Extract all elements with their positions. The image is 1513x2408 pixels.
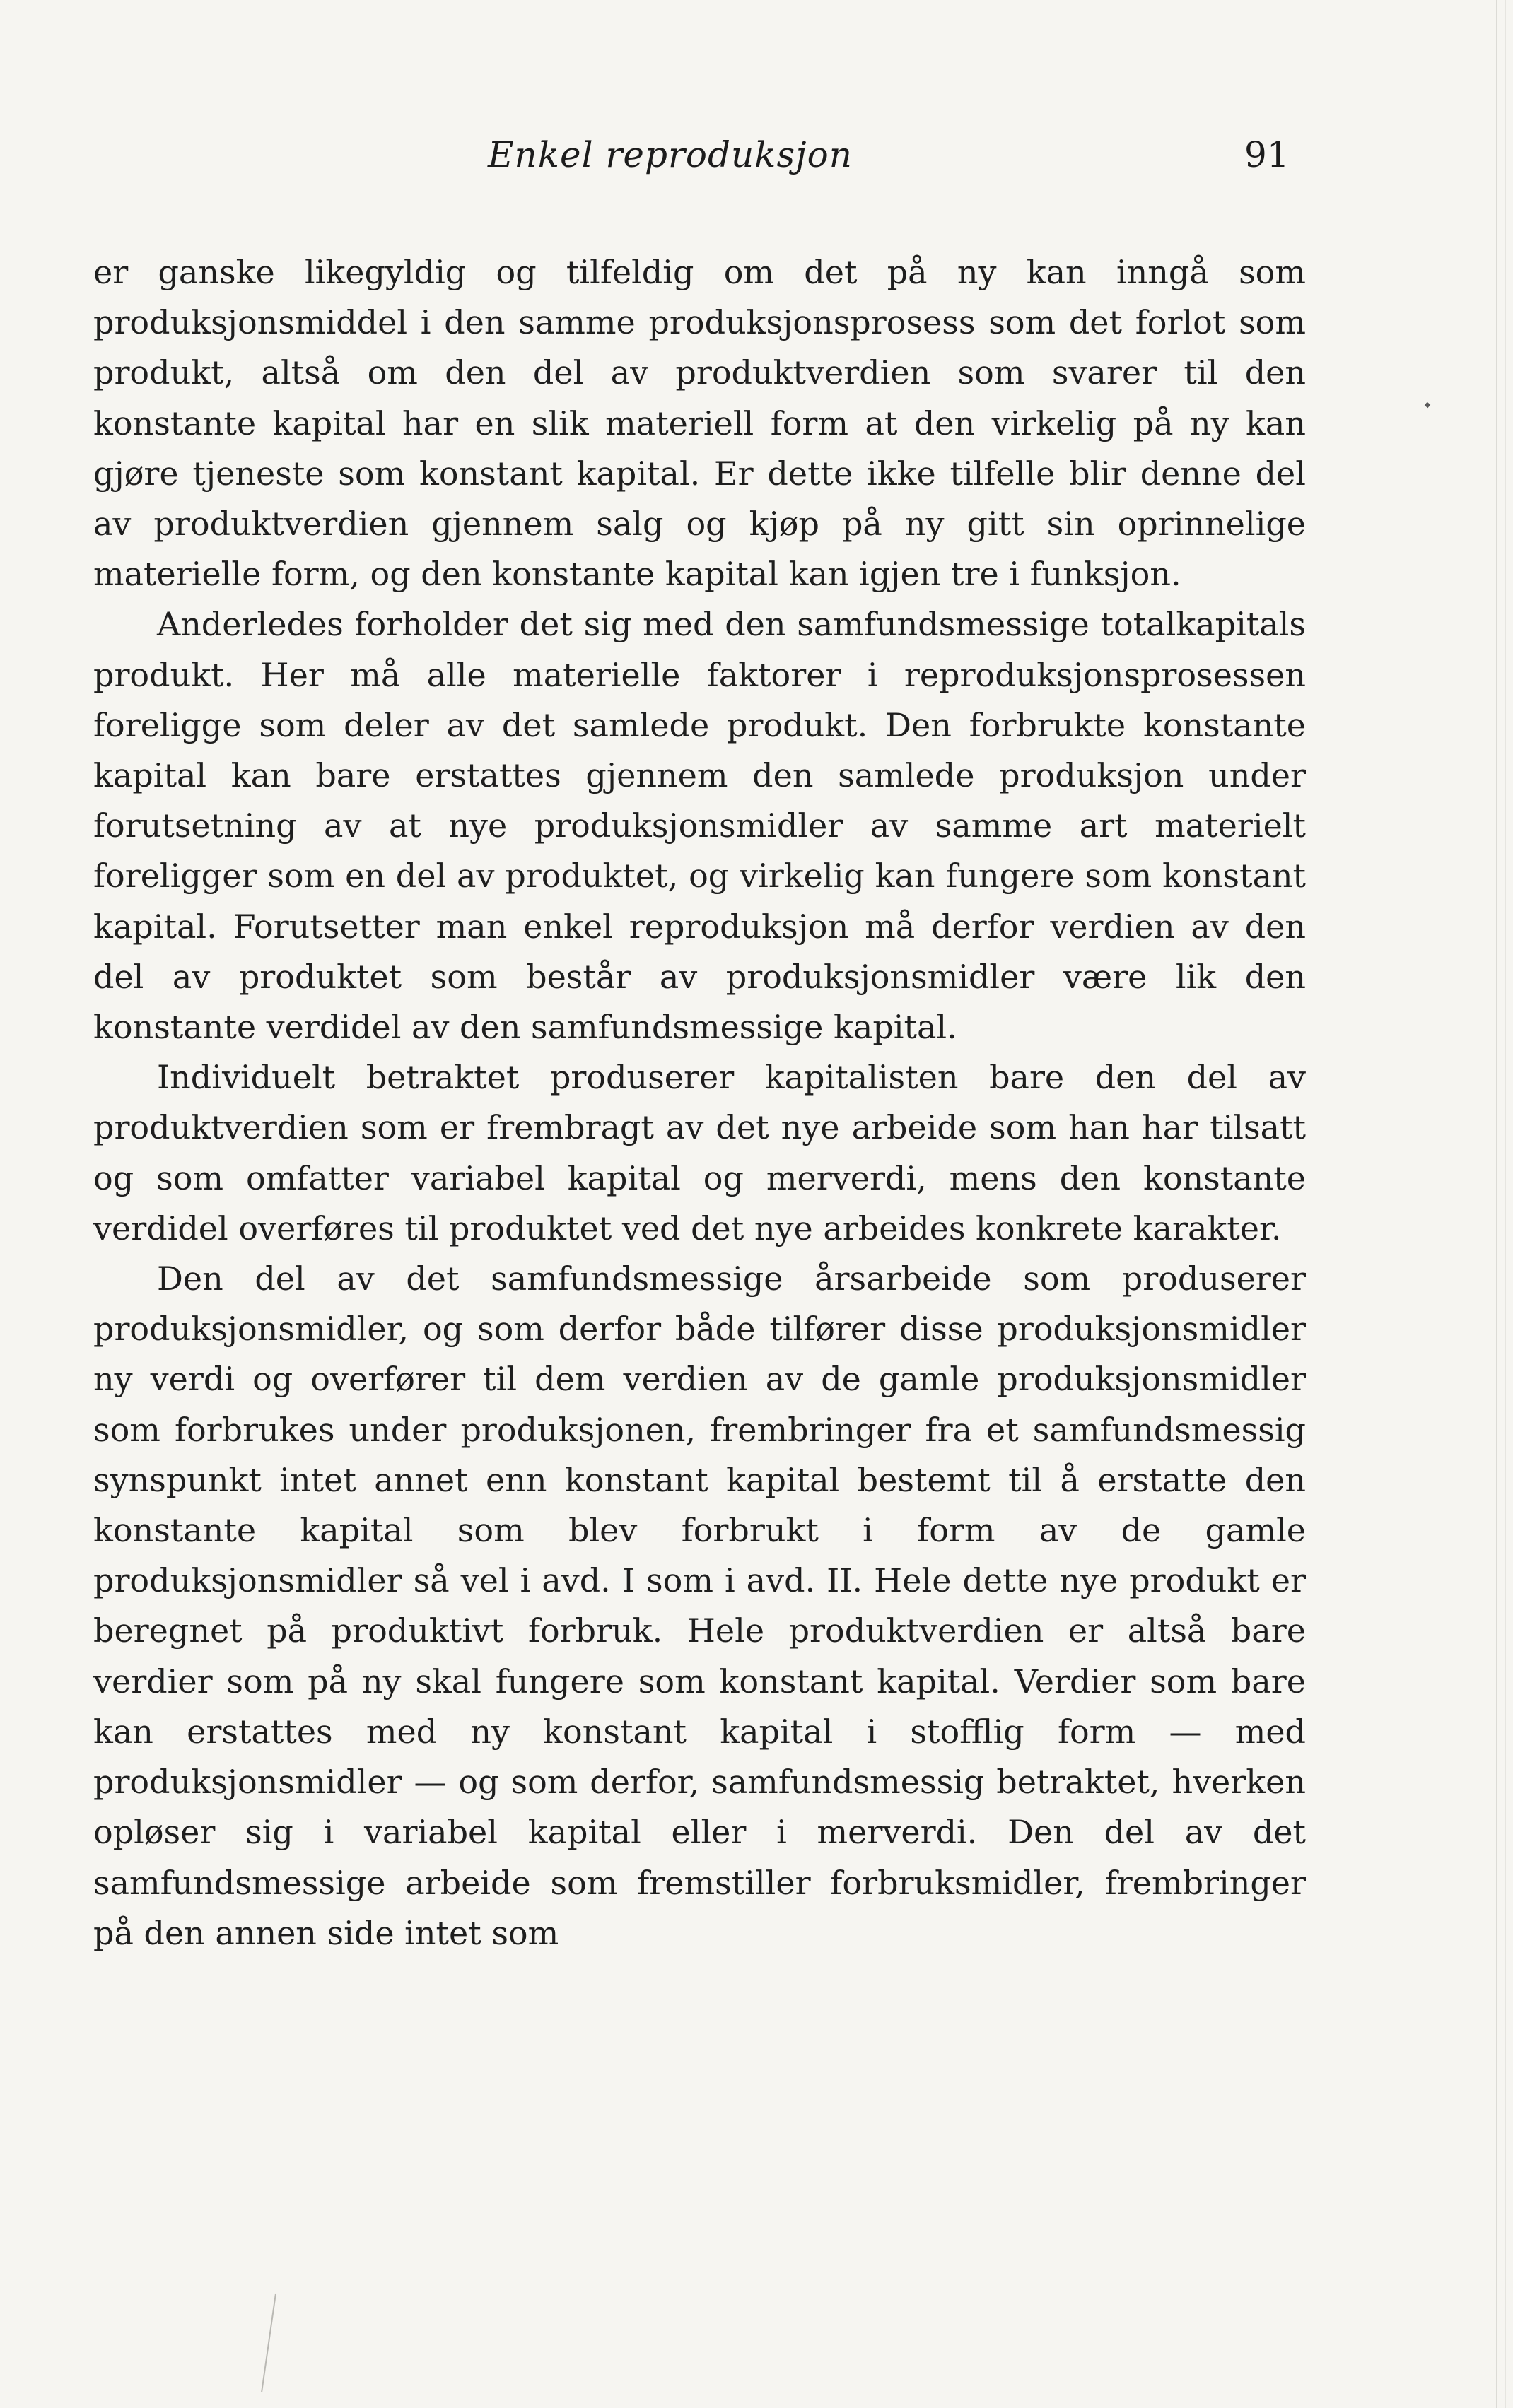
page-number: 91 — [1244, 134, 1290, 175]
paragraph: Anderledes forholder det sig med den samfundsmessige totalkapitals produkt. Her må alle materielle faktorer i reproduksjonsprosessen foreligge som deler av det samlede produkt. Den forbrukte konstante kapital kan bare erstattes gjennem den samlede produksjon under forutsetning av at nye produksjonsmidler av samme art materielt foreligger som en del av produktet, og virkelig kan fungere som konstant kapital. Forutsetter man enkel reproduksjon må derfor verdien av den del av produktet som består av produksjonsmidler være lik den konstante verdidel av den samfundsmessige kapital. — [93, 605, 1306, 1047]
paragraph-continued: er ganske likegyldig og tilfeldig om det på ny kan inngå som produksjonsmiddel i den samme produksjonsprosess som det forlot som produkt, altså om den del av produktverdien som svarer til den konstante kapital har en slik materiell form at den virkelig på ny kan gjøre tjeneste som konstant kapital. Er dette ikke tilfelle blir denne del av produktverdien gjennem salg og kjøp på ny gitt sin oprinnelige materielle form, og den konstante kapital kan igjen tre i funksjon. — [93, 253, 1306, 594]
ink-speck — [1425, 402, 1430, 408]
pencil-mark — [255, 2290, 283, 2396]
page-edge-shadow — [1505, 0, 1506, 2408]
running-title: Enkel reproduksjon — [488, 134, 853, 175]
paragraph: Den del av det samfundsmessige årsarbeide som produserer produksjonsmidler, og som derfor både tilfører disse produksjonsmidler ny verdi og overfører til dem verdien av de gamle produksjonsmidler som forbrukes under produksjonen, frembringer fra et samfundsmessig synspunkt intet annet enn konstant kapital bestemt til å erstatte den konstante kapital som blev forbrukt i form av de gamle produksjonsmidler så vel i avd. I som i avd. II. Hele dette nye produkt er beregnet på produktivt forbruk. Hele produktverdien er altså bare verdier som på ny skal fungere som konstant kapital. Verdier som bare kan erstattes med ny konstant kapital i stofflig form — med produksjonsmidler — og som derfor, samfundsmessig betraktet, hverken opløser sig i variabel kapital eller i merverdi. Den del av det samfundsmessige arbeide som fremstiller forbruksmidler, frembringer på den annen side intet som — [93, 1259, 1306, 1952]
body-text — [93, 247, 1306, 1958]
paragraph: Individuelt betraktet produserer kapitalisten bare den del av produktverdien som er frembragt av det nye arbeide som han har tilsatt og som omfatter variabel kapital og merverdi, mens den konstante verdidel overføres til produktet ved det nye arbeides konkrete karakter. — [93, 1058, 1306, 1247]
page-edge — [1496, 0, 1497, 2408]
